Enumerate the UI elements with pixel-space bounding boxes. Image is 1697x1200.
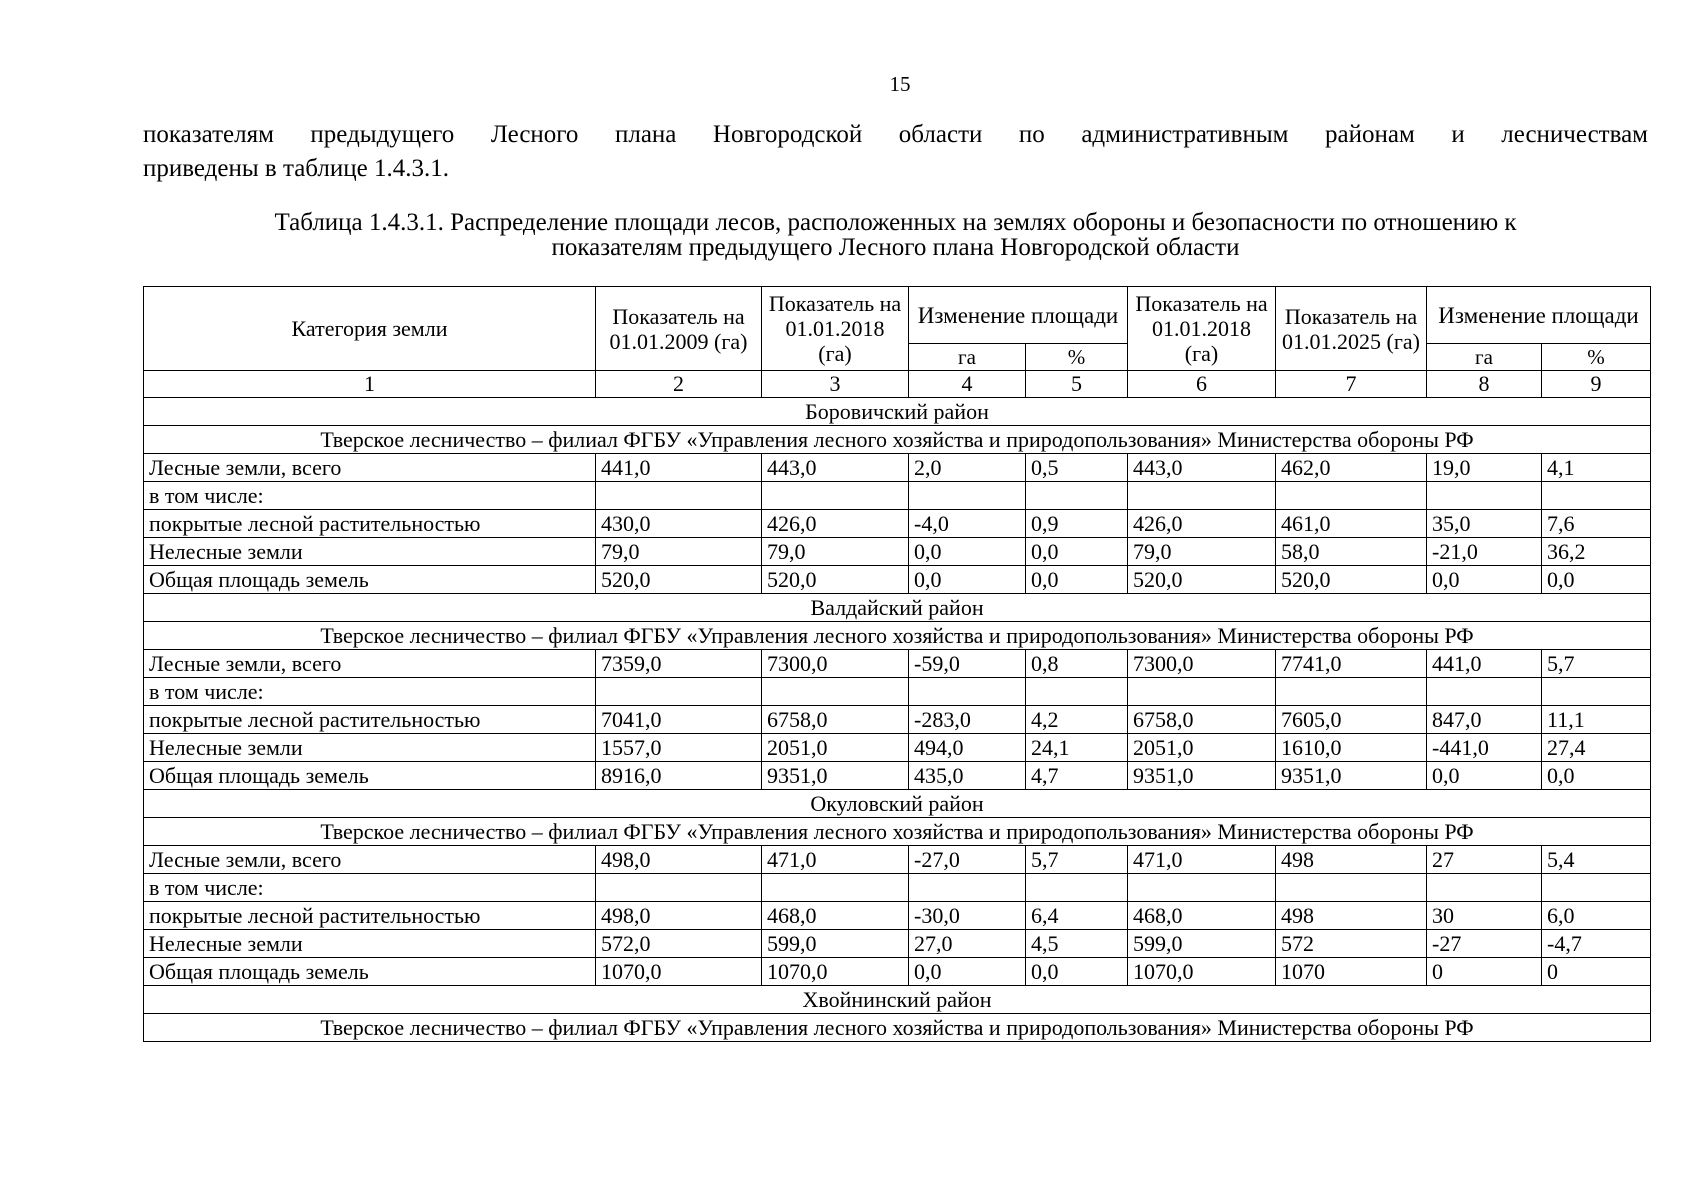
table-cell: 572: [1276, 930, 1427, 958]
table-cell: 498: [1276, 902, 1427, 930]
table-cell: 35,0: [1427, 510, 1542, 538]
table-cell: 0,0: [909, 566, 1026, 594]
table-row: [144, 902, 1651, 930]
table-cell: 1070,0: [596, 958, 762, 986]
forestry-row: [144, 622, 1651, 650]
table-cell: 461,0: [1276, 510, 1427, 538]
table-cell: 599,0: [1128, 930, 1276, 958]
table-cell: 468,0: [762, 902, 909, 930]
table-cell: [1427, 678, 1542, 706]
table-cell: 0,0: [1542, 566, 1651, 594]
table-cell: 58,0: [1276, 538, 1427, 566]
table-cell: 19,0: [1427, 454, 1542, 482]
table-cell: 0,0: [909, 958, 1026, 986]
page-number: 15: [889, 72, 911, 96]
table-cell: [1276, 874, 1427, 902]
table-cell: 79,0: [596, 538, 762, 566]
district-name: Валдайский район: [144, 594, 1651, 622]
table-cell: 7300,0: [762, 650, 909, 678]
table-cell: 30: [1427, 902, 1542, 930]
column-number: 8: [1427, 371, 1542, 398]
table-cell: 0: [1427, 958, 1542, 986]
row-category: Лесные земли, всего: [144, 846, 596, 874]
table-cell: 1070: [1276, 958, 1427, 986]
table-cell: 443,0: [1128, 454, 1276, 482]
table-cell: 7359,0: [596, 650, 762, 678]
row-category: Нелесные земли: [144, 734, 596, 762]
table-cell: 0,0: [1026, 958, 1128, 986]
table-cell: -27: [1427, 930, 1542, 958]
table-cell: 441,0: [1427, 650, 1542, 678]
header-ha-2: га: [1427, 344, 1542, 371]
table-header: [144, 287, 1651, 398]
district-row: [144, 594, 1651, 622]
row-category: Общая площадь земель: [144, 958, 596, 986]
column-number: 3: [762, 371, 909, 398]
district-name: Хвойнинский район: [144, 986, 1651, 1014]
row-category: Лесные земли, всего: [144, 650, 596, 678]
row-category: покрытые лесной растительностью: [144, 510, 596, 538]
table-cell: 0,0: [1026, 566, 1128, 594]
table-cell: 0,0: [1427, 566, 1542, 594]
row-category: в том числе:: [144, 678, 596, 706]
column-number: 6: [1128, 371, 1276, 398]
table-cell: 1070,0: [1128, 958, 1276, 986]
table-cell: [1026, 874, 1128, 902]
table-cell: 4,7: [1026, 762, 1128, 790]
table-cell: 7605,0: [1276, 706, 1427, 734]
table-caption: [143, 210, 1648, 260]
header-value-2009: Показатель на 01.01.2009 (га): [596, 287, 762, 371]
forest-area-table: [143, 286, 1651, 1042]
table-row: [144, 510, 1651, 538]
table-cell: [909, 874, 1026, 902]
table-cell: 5,4: [1542, 846, 1651, 874]
column-number: 9: [1542, 371, 1651, 398]
table-cell: 2051,0: [762, 734, 909, 762]
table-cell: 494,0: [909, 734, 1026, 762]
forestry-row: [144, 818, 1651, 846]
table-cell: [1542, 482, 1651, 510]
table-row: [144, 650, 1651, 678]
table-row: [144, 454, 1651, 482]
header-value-2018: Показатель на 01.01.2018 (га): [762, 287, 909, 371]
table-row: [144, 762, 1651, 790]
forestry-name: Тверское лесничество – филиал ФГБУ «Управления лесного хозяйства и природопользования» Министерства обороны РФ: [144, 1014, 1651, 1042]
forestry-row: [144, 1014, 1651, 1042]
table-cell: 468,0: [1128, 902, 1276, 930]
table-row: [144, 874, 1651, 902]
table-cell: [1026, 482, 1128, 510]
table-cell: [596, 482, 762, 510]
table-cell: 7041,0: [596, 706, 762, 734]
table-cell: -59,0: [909, 650, 1026, 678]
table-cell: 2051,0: [1128, 734, 1276, 762]
table-cell: 520,0: [596, 566, 762, 594]
table-cell: 599,0: [762, 930, 909, 958]
table-cell: 498: [1276, 846, 1427, 874]
table-cell: 498,0: [596, 846, 762, 874]
table-cell: [762, 874, 909, 902]
table-cell: 36,2: [1542, 538, 1651, 566]
table-cell: -441,0: [1427, 734, 1542, 762]
column-number: 1: [144, 371, 596, 398]
row-category: в том числе:: [144, 482, 596, 510]
table-cell: 520,0: [762, 566, 909, 594]
table-cell: -21,0: [1427, 538, 1542, 566]
table-cell: -4,7: [1542, 930, 1651, 958]
header-pct-1: %: [1026, 344, 1128, 371]
table-cell: 79,0: [1128, 538, 1276, 566]
column-number: 5: [1026, 371, 1128, 398]
table-cell: 435,0: [909, 762, 1026, 790]
table-cell: 0,0: [909, 538, 1026, 566]
district-row: [144, 398, 1651, 426]
table-cell: 27,4: [1542, 734, 1651, 762]
table-cell: [1276, 482, 1427, 510]
table-row: [144, 706, 1651, 734]
table-cell: 5,7: [1542, 650, 1651, 678]
table-cell: 2,0: [909, 454, 1026, 482]
table-cell: 0,0: [1542, 762, 1651, 790]
forestry-name: Тверское лесничество – филиал ФГБУ «Управления лесного хозяйства и природопользования» Министерства обороны РФ: [144, 818, 1651, 846]
table-row: [144, 958, 1651, 986]
table-row: [144, 482, 1651, 510]
table-cell: 0,0: [1427, 762, 1542, 790]
table-cell: 6758,0: [1128, 706, 1276, 734]
column-number: 4: [909, 371, 1026, 398]
table-cell: 498,0: [596, 902, 762, 930]
table-cell: [762, 678, 909, 706]
header-change-2: Изменение площади: [1427, 287, 1651, 344]
header-ha-1: га: [909, 344, 1026, 371]
table-cell: 847,0: [1427, 706, 1542, 734]
table-cell: -283,0: [909, 706, 1026, 734]
table-cell: 0,0: [1026, 538, 1128, 566]
table-cell: 441,0: [596, 454, 762, 482]
column-number: 2: [596, 371, 762, 398]
table-cell: 462,0: [1276, 454, 1427, 482]
table-cell: 520,0: [1128, 566, 1276, 594]
table-cell: 471,0: [1128, 846, 1276, 874]
row-category: в том числе:: [144, 874, 596, 902]
table-cell: -27,0: [909, 846, 1026, 874]
table-cell: [1128, 874, 1276, 902]
table-cell: [1128, 482, 1276, 510]
table-cell: 7741,0: [1276, 650, 1427, 678]
table-cell: [1427, 482, 1542, 510]
table-cell: 27: [1427, 846, 1542, 874]
table-cell: 4,1: [1542, 454, 1651, 482]
table-cell: 0,9: [1026, 510, 1128, 538]
header-value-2025: Показатель на 01.01.2025 (га): [1276, 287, 1427, 371]
table-cell: [909, 482, 1026, 510]
district-name: Боровичский район: [144, 398, 1651, 426]
table-cell: [596, 874, 762, 902]
table-cell: 1610,0: [1276, 734, 1427, 762]
district-name: Окуловский район: [144, 790, 1651, 818]
table-cell: 443,0: [762, 454, 909, 482]
header-change-1: Изменение площади: [909, 287, 1128, 344]
row-category: покрытые лесной растительностью: [144, 706, 596, 734]
column-number-row: [144, 371, 1651, 398]
table-cell: -30,0: [909, 902, 1026, 930]
row-category: Общая площадь земель: [144, 566, 596, 594]
table-cell: 9351,0: [762, 762, 909, 790]
table-cell: [762, 482, 909, 510]
table-cell: 426,0: [1128, 510, 1276, 538]
header-value-2018-b: Показатель на 01.01.2018 (га): [1128, 287, 1276, 371]
district-row: [144, 986, 1651, 1014]
table-cell: -4,0: [909, 510, 1026, 538]
table-cell: 6,0: [1542, 902, 1651, 930]
forestry-name: Тверское лесничество – филиал ФГБУ «Управления лесного хозяйства и природопользования» Министерства обороны РФ: [144, 622, 1651, 650]
forestry-row: [144, 426, 1651, 454]
table-cell: 1557,0: [596, 734, 762, 762]
table-row: [144, 930, 1651, 958]
row-category: Нелесные земли: [144, 538, 596, 566]
header-category: Категория земли: [144, 287, 596, 371]
table-cell: 79,0: [762, 538, 909, 566]
caption-line-1: Таблица 1.4.3.1. Распределение площади лесов, расположенных на землях обороны и безопасности по отношению к: [274, 209, 1517, 236]
table-cell: 9351,0: [1128, 762, 1276, 790]
table-cell: [1276, 678, 1427, 706]
intro-line-2: приведены в таблице 1.4.3.1.: [143, 155, 449, 182]
table-cell: [596, 678, 762, 706]
table-cell: 5,7: [1026, 846, 1128, 874]
table-cell: 471,0: [762, 846, 909, 874]
table-cell: 0: [1542, 958, 1651, 986]
table-cell: 520,0: [1276, 566, 1427, 594]
table-cell: [1542, 678, 1651, 706]
table-row: [144, 566, 1651, 594]
table-cell: 426,0: [762, 510, 909, 538]
table-cell: [1427, 874, 1542, 902]
table-cell: 6758,0: [762, 706, 909, 734]
row-category: Общая площадь земель: [144, 762, 596, 790]
table-cell: 7300,0: [1128, 650, 1276, 678]
header-pct-2: %: [1542, 344, 1651, 371]
table-cell: 0,5: [1026, 454, 1128, 482]
table-row: [144, 678, 1651, 706]
table-cell: [1026, 678, 1128, 706]
table-cell: [909, 678, 1026, 706]
table-cell: [1542, 874, 1651, 902]
intro-paragraph: [143, 118, 1648, 186]
table-cell: 4,2: [1026, 706, 1128, 734]
row-category: покрытые лесной растительностью: [144, 902, 596, 930]
table-cell: 7,6: [1542, 510, 1651, 538]
table-cell: 4,5: [1026, 930, 1128, 958]
table-cell: 27,0: [909, 930, 1026, 958]
table-cell: [1128, 678, 1276, 706]
row-category: Нелесные земли: [144, 930, 596, 958]
table-cell: 8916,0: [596, 762, 762, 790]
table-cell: 24,1: [1026, 734, 1128, 762]
table-row: [144, 846, 1651, 874]
intro-line-1: показателям предыдущего Лесного плана Новгородской области по административным районам и лесничествам: [143, 121, 1648, 148]
table-cell: 0,8: [1026, 650, 1128, 678]
table-cell: 11,1: [1542, 706, 1651, 734]
table-cell: 572,0: [596, 930, 762, 958]
forestry-name: Тверское лесничество – филиал ФГБУ «Управления лесного хозяйства и природопользования» Министерства обороны РФ: [144, 426, 1651, 454]
table-row: [144, 734, 1651, 762]
table-row: [144, 538, 1651, 566]
table-cell: 1070,0: [762, 958, 909, 986]
column-number: 7: [1276, 371, 1427, 398]
row-category: Лесные земли, всего: [144, 454, 596, 482]
table-cell: 9351,0: [1276, 762, 1427, 790]
table-body: [144, 398, 1651, 1042]
table-cell: 6,4: [1026, 902, 1128, 930]
caption-line-2: показателям предыдущего Лесного плана Новгородской области: [551, 234, 1240, 261]
table-cell: 430,0: [596, 510, 762, 538]
district-row: [144, 790, 1651, 818]
